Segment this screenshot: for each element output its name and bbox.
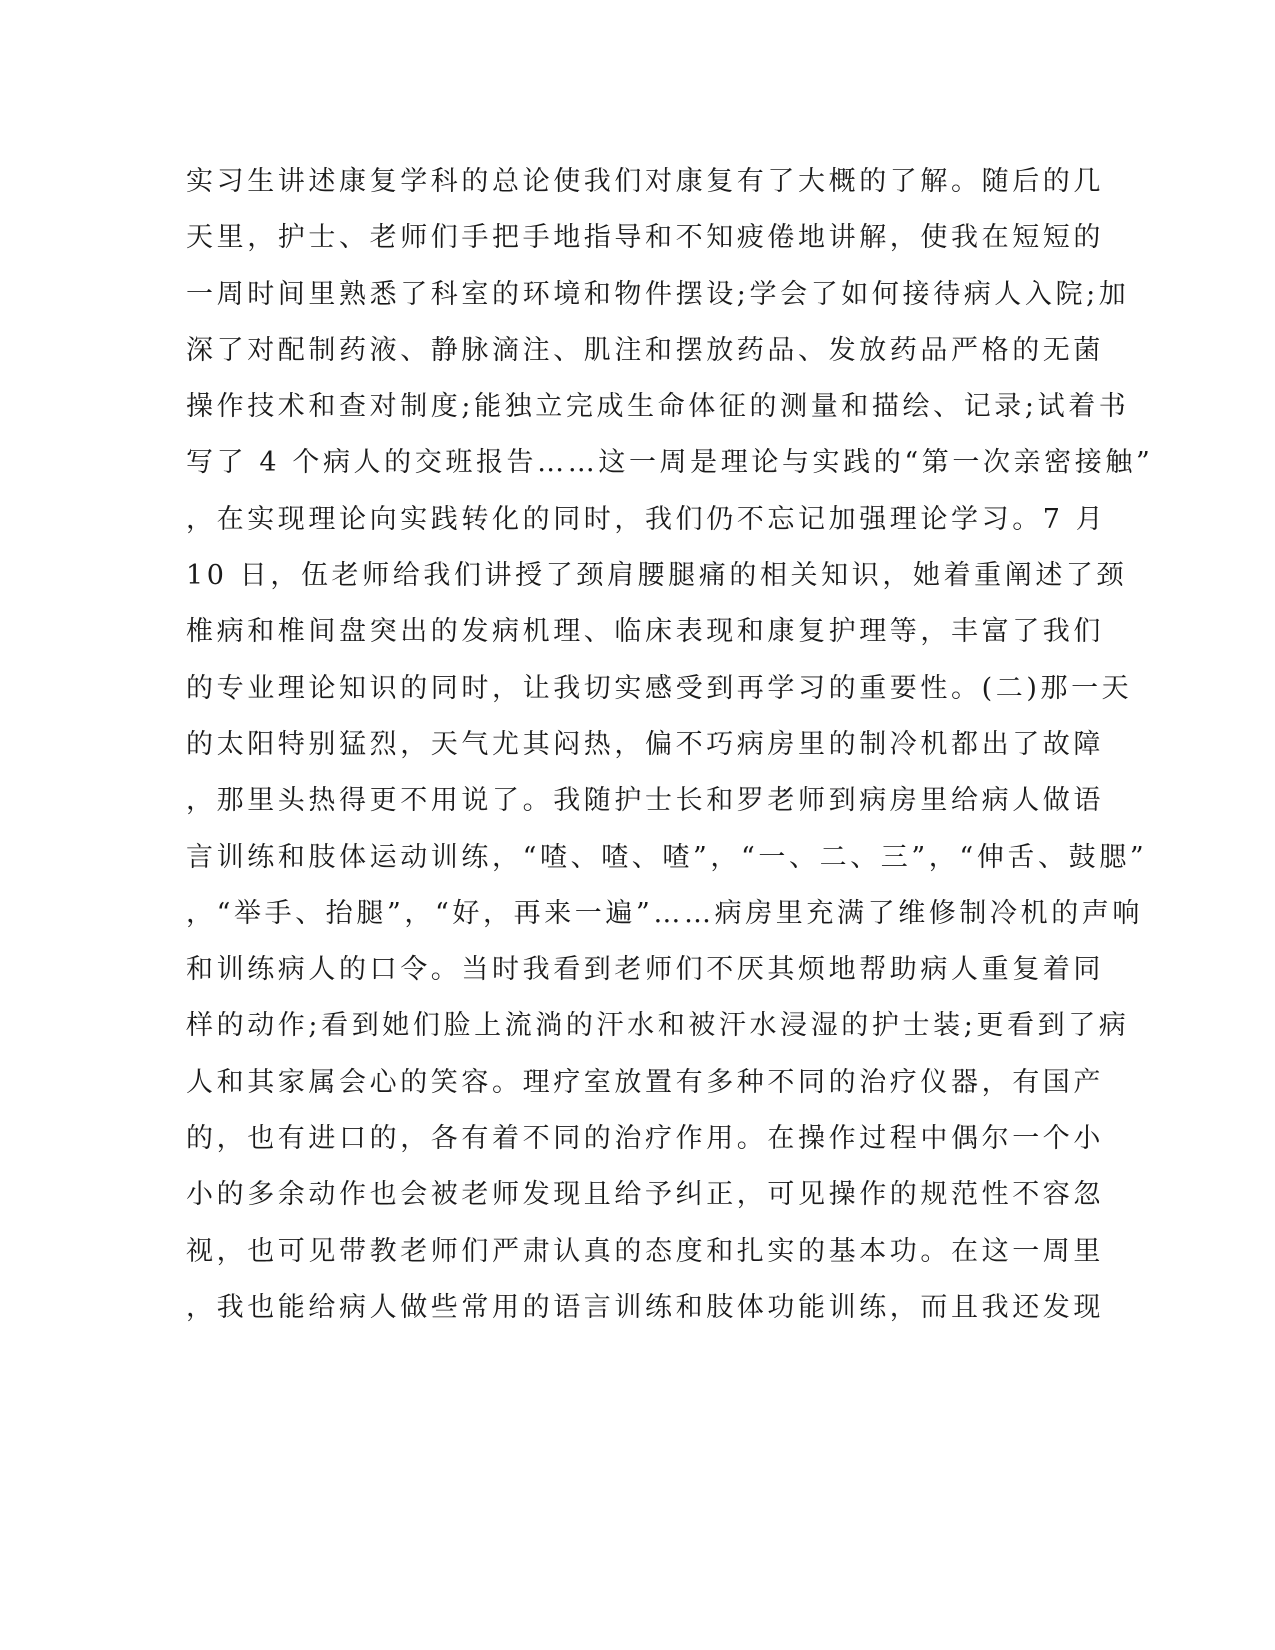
text-line: 操作技术和查对制度;能独立完成生命体征的测量和描绘、记录;试着书 (186, 391, 1130, 423)
text-line: 人和其家属会心的笑容。理疗室放置有多种不同的治疗仪器，有国产 (186, 1066, 1104, 1098)
text-line: 的专业理论知识的同时，让我切实感受到再学习的重要性。(二)那一天 (186, 672, 1133, 704)
text-line: ，在实现理论向实践转化的同时，我们仍不忘记加强理论学习。7 月 (186, 503, 1107, 535)
text-line: 一周时间里熟悉了科室的环境和物件摆设;学会了如何接待病人入院;加 (186, 278, 1130, 310)
body-text (186, 154, 1154, 1336)
text-line: 视，也可见带教老师们严肃认真的态度和扎实的基本功。在这一周里 (186, 1235, 1104, 1267)
text-line: 写了 4 个病人的交班报告……这一周是理论与实践的“第一次亲密接触” (186, 447, 1154, 479)
text-line: ，我也能给病人做些常用的语言训练和肢体功能训练，而且我还发现 (186, 1291, 1104, 1323)
text-line: 椎病和椎间盘突出的发病机理、临床表现和康复护理等，丰富了我们 (186, 616, 1104, 648)
text-line: ，那里头热得更不用说了。我随护士长和罗老师到病房里给病人做语 (186, 785, 1104, 817)
text-line: 小的多余动作也会被老师发现且给予纠正，可见操作的规范性不容忽 (186, 1179, 1104, 1211)
text-line: 10 日，伍老师给我们讲授了颈肩腰腿痛的相关知识，她着重阐述了颈 (186, 560, 1128, 592)
text-line: 样的动作;看到她们脸上流淌的汗水和被汗水浸湿的护士装;更看到了病 (186, 1010, 1130, 1042)
text-line: 和训练病人的口令。当时我看到老师们不厌其烦地帮助病人重复着同 (186, 954, 1104, 986)
text-line: 天里，护士、老师们手把手地指导和不知疲倦地讲解，使我在短短的 (186, 222, 1104, 254)
text-line: 的，也有进口的，各有着不同的治疗作用。在操作过程中偶尔一个小 (186, 1123, 1104, 1155)
text-line: ，“举手、抬腿”，“好，再来一遍”……病房里充满了维修制冷机的声响 (186, 897, 1144, 929)
text-line: 的太阳特别猛烈，天气尤其闷热，偏不巧病房里的制冷机都出了故障 (186, 728, 1104, 760)
text-line: 言训练和肢体运动训练，“喳、喳、喳”，“一、二、三”，“伸舌、鼓腮” (186, 841, 1148, 873)
text-line: 实习生讲述康复学科的总论使我们对康复有了大概的了解。随后的几 (186, 166, 1104, 197)
text-line: 深了对配制药液、静脉滴注、肌注和摆放药品、发放药品严格的无菌 (186, 334, 1104, 366)
